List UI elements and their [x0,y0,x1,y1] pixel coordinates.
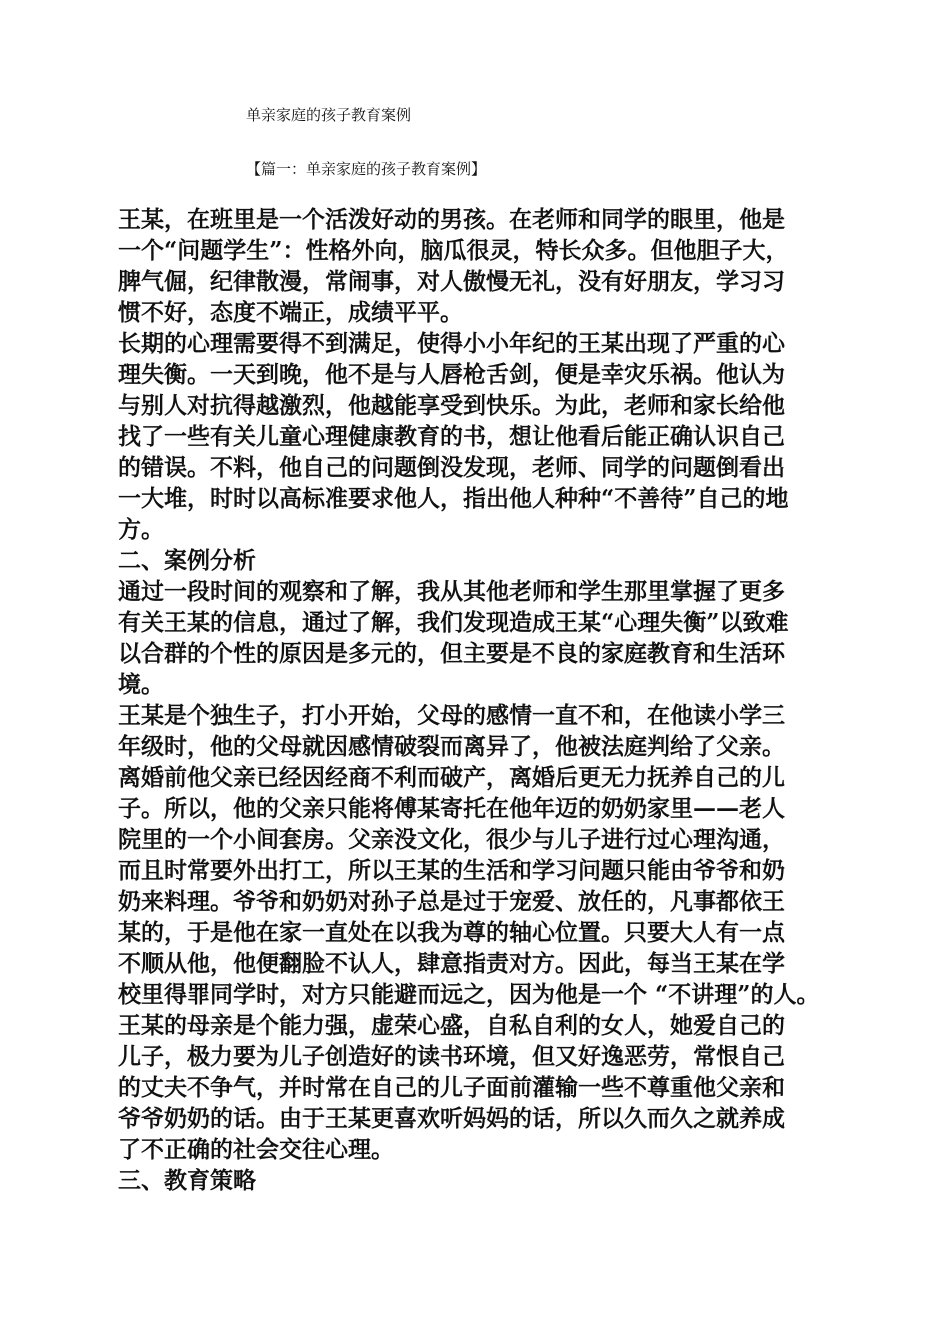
text-line: 通过一段时间的观察和了解，我从其他老师和学生那里掌握了更多 [118,578,785,605]
document-subtitle: 【篇一：单亲家庭的孩子教育案例】 [246,160,487,178]
text-line: 长期的心理需要得不到满足，使得小小年纪的王某出现了严重的心 [118,330,785,357]
text-line: 了不正确的社会交往心理。 [118,1136,394,1163]
text-line: 年级时，他的父母就因感情破裂而离异了，他被法庭判给了父亲。 [118,733,785,760]
text-line: 离婚前他父亲已经因经商不利而破产，离婚后更无力抚养自己的儿 [118,764,785,791]
text-line: 王某的母亲是个能力强，虚荣心盛，自私自利的女人，她爱自己的 [118,1012,785,1039]
text-line: 某的，于是他在家一直处在以我为尊的轴心位置。只要大人有一点 [118,919,785,946]
text-line: 院里的一个小间套房。父亲没文化，很少与儿子进行过心理沟通， [118,826,785,853]
text-line: 一个“问题学生”：性格外向，脑瓜很灵，特长众多。但他胆子大， [118,237,789,264]
text-line: 理失衡。一天到晚，他不是与人唇枪舌剑，便是幸灾乐祸。他认为 [118,361,785,388]
text-line: 脾气倔，纪律散漫，常闹事，对人傲慢无礼，没有好朋友，学习习 [118,268,785,295]
text-line: 子。所以，他的父亲只能将傅某寄托在他年迈的奶奶家里——老人 [118,795,785,822]
text-line: 一大堆，时时以高标准要求他人，指出他人种种“不善待”自己的地 [118,485,789,512]
text-line: 王某，在班里是一个活泼好动的男孩。在老师和同学的眼里，他是 [118,206,785,233]
text-line: 惯不好，态度不端正，成绩平平。 [118,299,463,326]
document-body [118,204,858,1196]
text-line: 儿子，极力要为儿子创造好的读书环境，但又好逸恶劳，常恨自己 [118,1043,785,1070]
section-heading-education-strategy: 三、教育策略 [118,1167,256,1194]
text-line: 的错误。不料，他自己的问题倒没发现，老师、同学的问题倒看出 [118,454,785,481]
text-line: 境。 [118,671,164,698]
text-line: 与别人对抗得越激烈，他越能享受到快乐。为此，老师和家长给他 [118,392,785,419]
text-line: 爷爷奶奶的话。由于王某更喜欢听妈妈的话，所以久而久之就养成 [118,1105,785,1132]
text-line: 王某是个独生子，打小开始，父母的感情一直不和，在他读小学三 [118,702,785,729]
text-line: 而且时常要外出打工，所以王某的生活和学习问题只能由爷爷和奶 [118,857,785,884]
section-heading-case-analysis: 二、案例分析 [118,547,256,574]
text-line: 有关王某的信息，通过了解，我们发现造成王某“心理失衡”以致难 [118,609,789,636]
text-line: 校里得罪同学时，对方只能避而远之，因为他是一个 “不讲理”的人。 [118,981,820,1008]
text-line: 的丈夫不争气，并时常在自己的儿子面前灌输一些不尊重他父亲和 [118,1074,785,1101]
text-line: 不顺从他，他便翻脸不认人，肆意指责对方。因此，每当王某在学 [118,950,785,977]
text-line: 方。 [118,516,164,543]
text-line: 找了一些有关儿童心理健康教育的书，想让他看后能正确认识自己 [118,423,785,450]
document-title: 单亲家庭的孩子教育案例 [246,106,412,124]
text-line: 奶来料理。爷爷和奶奶对孙子总是过于宠爱、放任的，凡事都依王 [118,888,785,915]
text-line: 以合群的个性的原因是多元的，但主要是不良的家庭教育和生活环 [118,640,785,667]
